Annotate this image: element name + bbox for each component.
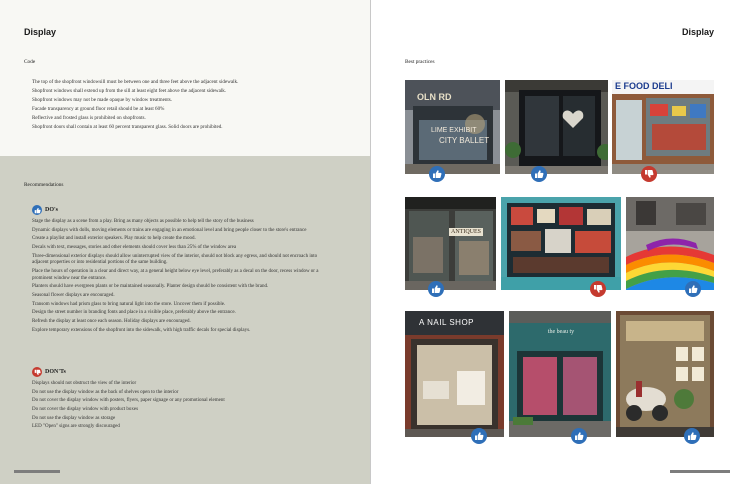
donts-list [32,381,322,433]
thumbs-up-icon [429,166,445,182]
photo-sign-text: ANTIQUES [451,229,481,235]
list-item: LED "Open" signs are strongly discouraged [32,424,120,430]
list-item: Do not cover the display window with product boxes [32,407,139,413]
right-page [371,0,744,484]
photo-nail-shop [405,311,504,437]
photo-sign-text: OLN RD [417,92,452,102]
photo-scooter-display [616,311,714,437]
list-item: The top of the shopfront windowsill must be between one and three feet above the adjacent sidewalk. [32,79,239,85]
list-item: Decals with text, messages, stories and other elements should cover less than 25% of the window area [32,245,237,251]
thumbs-up-icon [32,205,42,215]
photo-rainbow-sidewalk [626,197,714,290]
thumbs-up-icon [471,428,487,444]
thumbs-down-icon [590,281,606,297]
list-item: Stage the display as a scene from a play. Bring as many objects as possible to help tell the story of the business [32,219,254,224]
photo-heart-window [505,80,608,174]
photo-antiques [405,197,496,290]
code-heading: Code [24,59,36,65]
photo-sign-text: the beau ty [547,329,575,335]
dos-label: DO's [45,207,59,213]
list-item: Do not use the display window as storage [32,415,116,421]
donts-label: DON'Ts [45,369,66,375]
list-item: Facade transparency at ground floor retail should be at least 60% [32,106,165,112]
thumbs-up-icon [428,281,444,297]
list-item: Three-dimensional exterior displays should allow uninterrupted view of the interior, should not block any egress, and should not encroach into adjacent properties or into residential portions of the same building. [32,253,318,266]
list-item: Shopfront windows shall extend up from the sill at least eight feet above the adjacent sidewalk. [32,88,227,94]
list-item: Do not cover the display window with posters, flyers, paper signage or any promotional element [32,398,225,404]
list-item: Planters should have evergreen plants or be maintained seasonally. Planter design should be consistent with the brand. [32,284,269,290]
list-item: Seasonal flower displays are encouraged. [32,293,115,298]
best-practices-heading: Best practices [405,59,435,65]
photo-sign-text: E FOOD DELI [615,81,673,91]
list-item: Refresh the display at least once each season. Holiday displays are encouraged. [32,319,191,325]
list-item: Design the street number in branding fonts and place in a visible place, preferably above the entrance. [32,310,236,316]
left-page [0,0,371,484]
list-item: Dynamic displays with dolls, moving elements or trains are engaging in an emotional level and bring people closer to the store's entrance [32,227,307,233]
photo-gold-window [405,80,500,174]
thumbs-down-icon [641,166,657,182]
list-item: Shopfront windows may not be made opaque by window treatments. [32,97,173,103]
page-footer-bar-right [670,470,730,473]
list-item: Reflective and frosted glass is prohibited on shopfronts. [32,115,146,121]
thumbs-up-icon [684,428,700,444]
list-item: Explore temporary extensions of the shopfront into the sidewalk, with high traffic decals for special displays. [32,327,251,333]
donts-badge [32,367,66,377]
photo-teal-shopfront [509,311,611,437]
page-title-left: Display [24,27,57,37]
photo-sign-text: CITY BALLET [439,136,490,145]
code-list [32,78,238,132]
list-item: Do not use the display window as the back of shelves open to the interior [32,389,179,395]
photo-cluttered-window [501,197,621,290]
thumbs-down-icon [32,367,42,377]
list-item: Shopfront doors shall contain at least 60 percent transparent glass. Solid doors are prohibited. [32,124,223,130]
photo-sign-text: A NAIL SHOP [419,318,474,327]
list-item: Transom windows had prism glass to bring natural light into the store. Uncover them if possible. [32,301,226,307]
photo-sign-text: LIME EXHIBIT [431,127,477,134]
page-title-right: Display [681,27,714,37]
list-item: Place the hours of operation in a clear and direct way, at a general height below eye level, preferably as a decal on the door, recess window or a prominent window near the entrance. [32,269,319,281]
list-item: Displays should not obstruct the view of the interior [32,381,137,386]
thumbs-up-icon [571,428,587,444]
dos-list [32,219,322,336]
dos-badge [32,205,58,215]
list-item: Create a playlist and install exterior speakers. Play music to help create the mood. [32,236,196,242]
page-footer-bar-left [14,470,60,473]
recommendations-heading: Recommendations [24,182,64,188]
photo-food-deli [612,80,714,174]
thumbs-up-icon [685,281,701,297]
thumbs-up-icon [531,166,547,182]
